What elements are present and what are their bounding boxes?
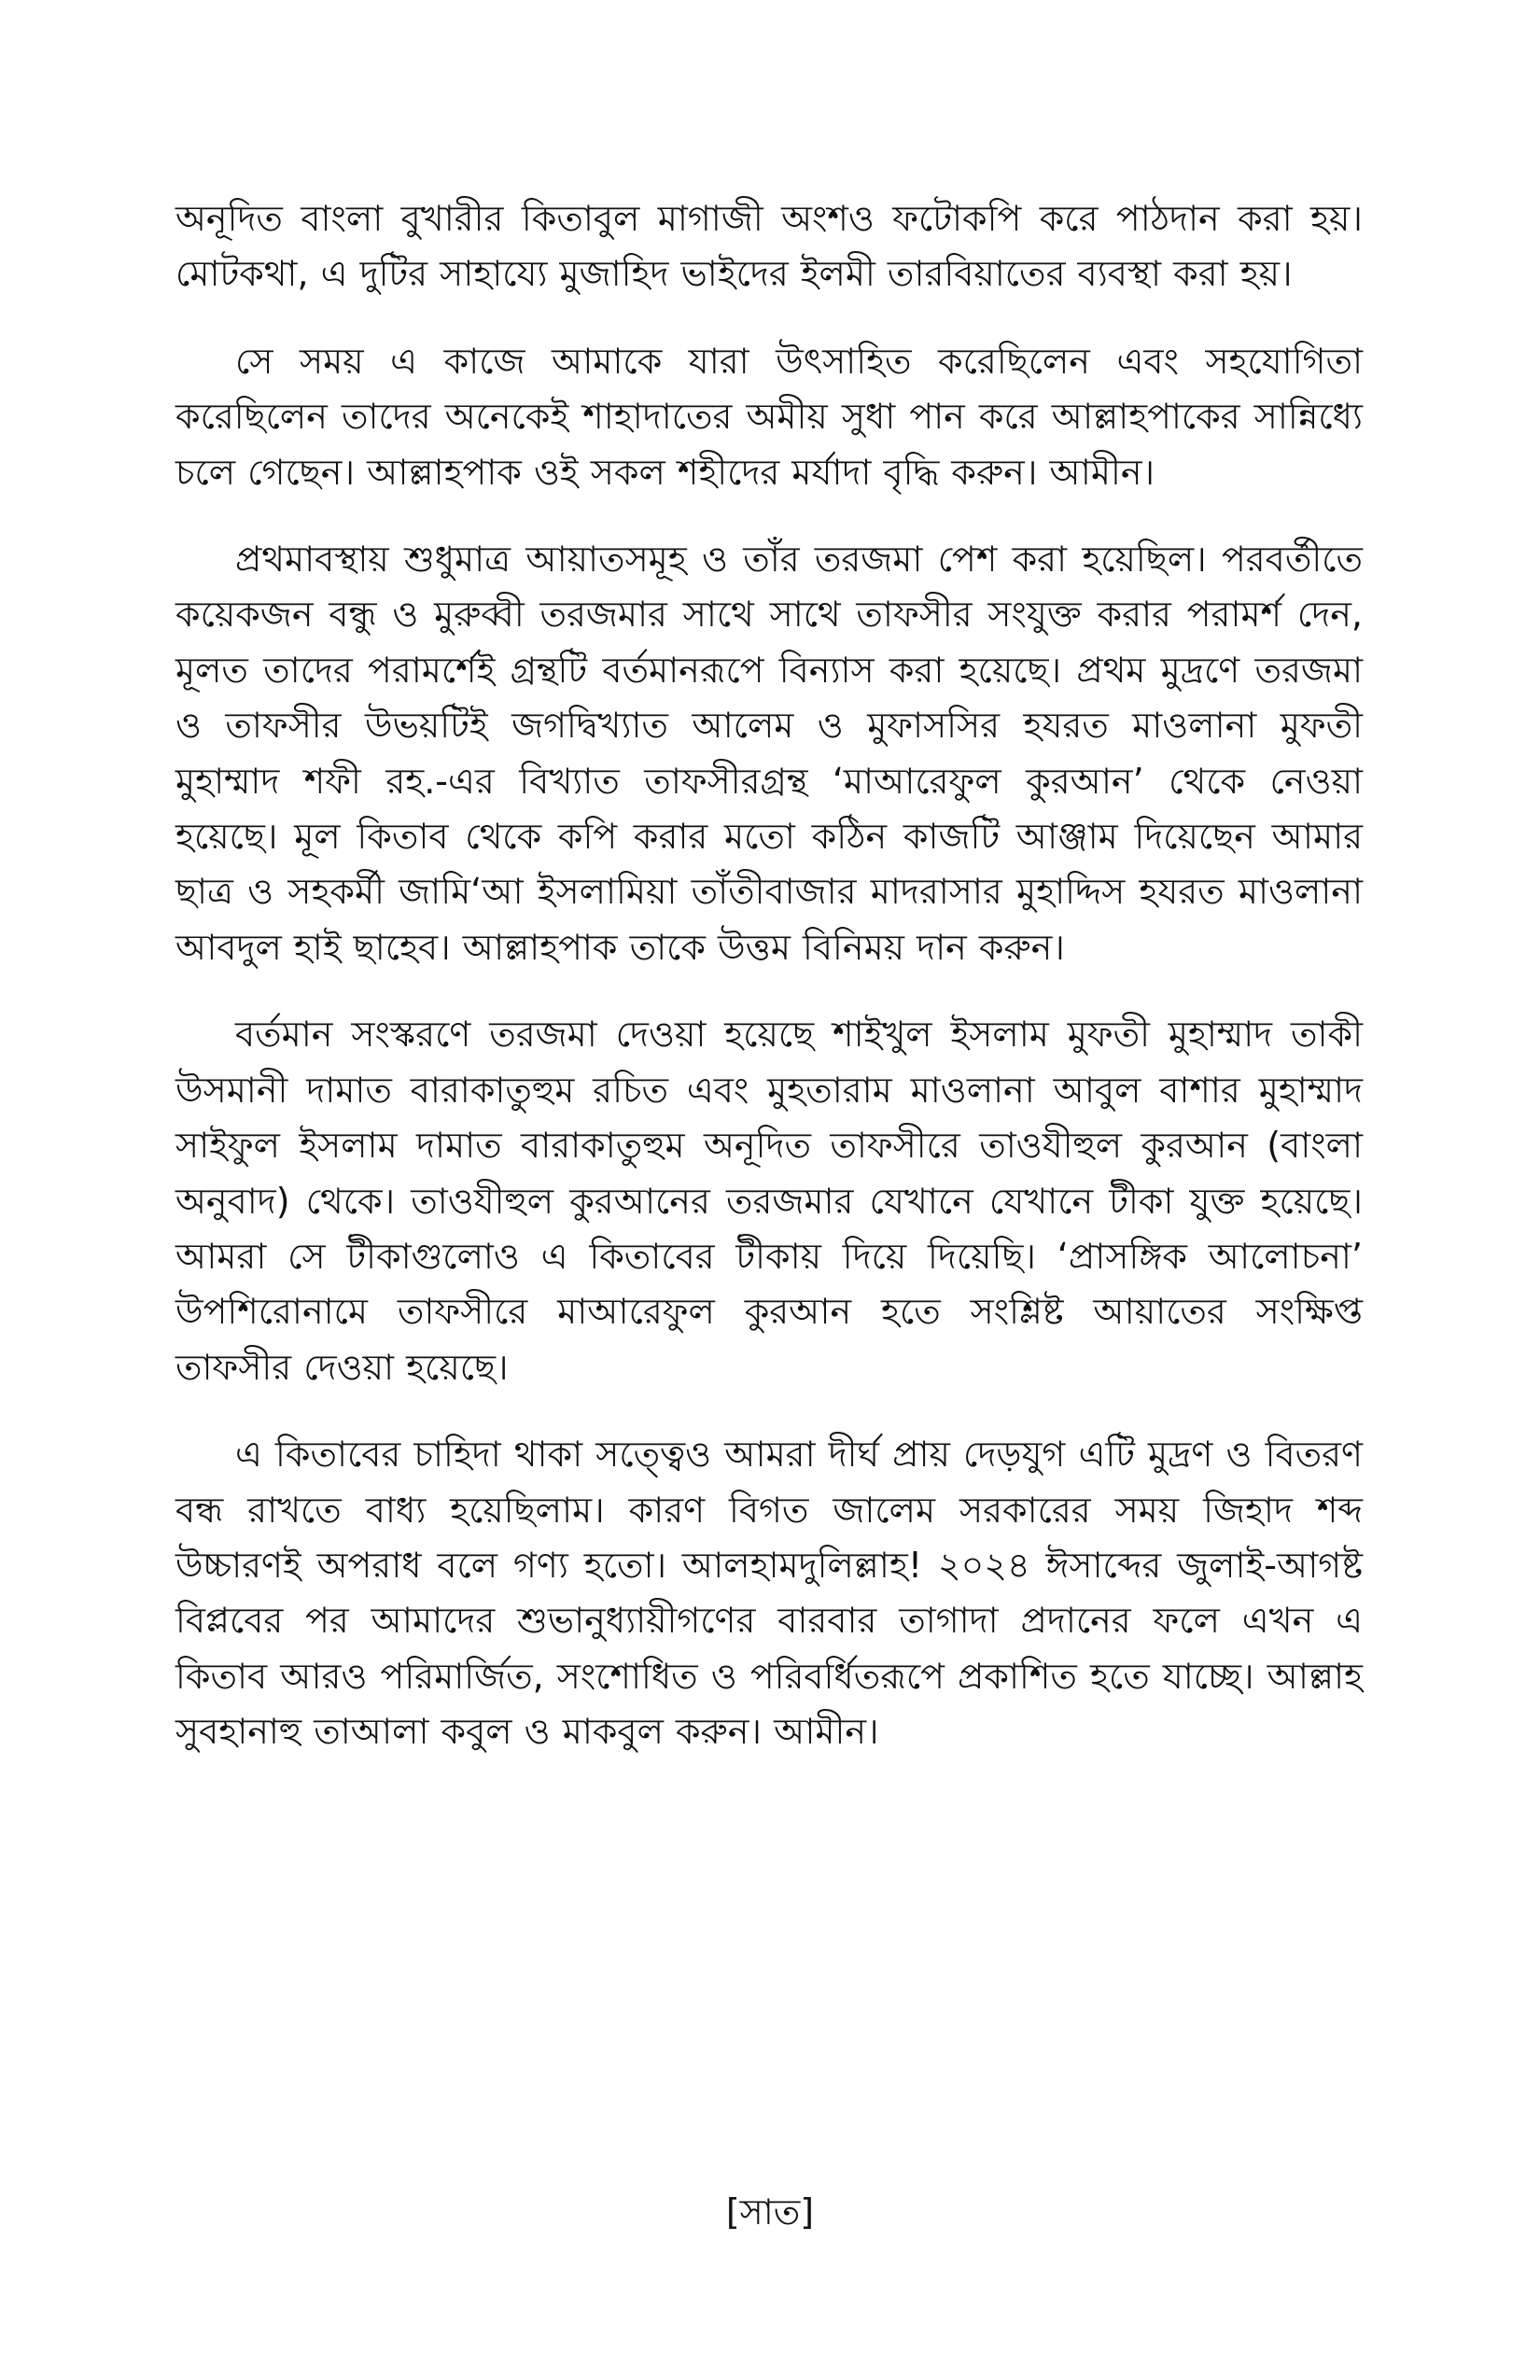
paragraph-encouragement: সে সময় এ কাজে আমাকে যারা উৎসাহিত করেছিলেন এবং সহযোগিতা করেছিলেন তাদের অনেকেই শাহাদাতের অমীয় সুধা পান করে আল্লাহপাকের সান্নিধ্যে চলে গেছেন। আল্লাহপাক ওই সকল শহীদের মর্যাদা বৃদ্ধি করুন। আমীন। <box>175 340 1363 493</box>
page-number: [সাত] <box>725 2191 815 2233</box>
paragraph-republication: এ কিতাবের চাহিদা থাকা সত্ত্বেও আমরা দীর্ঘ প্রায় দেড়যুগ এটি মুদ্রণ ও বিতরণ বন্ধ রাখতে বাধ্য হয়েছিলাম। কারণ বিগত জালেম সরকারের সময় জিহাদ শব্দ উচ্চারণই অপরাধ বলে গণ্য হতো। আলহামদুলিল্লাহ! ২০২৪ ঈসাব্দের জুলাই-আগষ্ট বিপ্লবের পর আমাদের শুভানুধ্যায়ীগণের বারবার তাগাদা প্রদানের ফলে এখন এ কিতাব আরও পরিমার্জিত, সংশোধিত ও পরিবর্ধিতরূপে প্রকাশিত হতে যাচ্ছে। আল্লাহ সুবহানাহু তাআলা কবুল ও মাকবুল করুন। আমীন। <box>175 1434 1363 1753</box>
body-text <box>175 191 1363 1792</box>
paragraph-continued-intro: অনূদিত বাংলা বুখারীর কিতাবুল মাগাজী অংশও ফটোকপি করে পাঠদান করা হয়। মোটকথা, এ দুটির সাহায্যে মুজাহিদ ভাইদের ইলমী তারবিয়াতের ব্যবস্থা করা হয়। <box>175 198 1363 295</box>
paragraph-current-edition: বর্তমান সংস্করণে তরজমা দেওয়া হয়েছে শাইখুল ইসলাম মুফতী মুহাম্মাদ তাকী উসমানী দামাত বারাকাতুহুম রচিত এবং মুহতারাম মাওলানা আবুল বাশার মুহাম্মাদ সাইফুল ইসলাম দামাত বারাকাতুহুম অনূদিত তাফসীরে তাওযীহুল কুরআন (বাংলা অনুবাদ) থেকে। তাওযীহুল কুরআনের তরজমার যেখানে যেখানে টীকা যুক্ত হয়েছে। আমরা সে টীকাগুলোও এ কিতাবের টীকায় দিয়ে দিয়েছি। ‘প্রাসঙ্গিক আলোচনা’ উপশিরোনামে তাফসীরে মাআরেফুল কুরআন হতে সংশ্লিষ্ট আয়াতের সংক্ষিপ্ত তাফসীর দেওয়া হয়েছে। <box>175 1014 1363 1388</box>
paragraph-first-edition: প্রথমাবস্থায় শুধুমাত্র আয়াতসমূহ ও তাঁর তরজমা পেশ করা হয়েছিল। পরবর্তীতে কয়েকজন বন্ধু ও মুরুব্বী তরজমার সাথে সাথে তাফসীর সংযুক্ত করার পরামর্শ দেন, মূলত তাদের পরামর্শেই গ্রন্থটি বর্তমানরূপে বিন্যাস করা হয়েছে। প্রথম মুদ্রণে তরজমা ও তাফসীর উভয়টিই জগদ্বিখ্যাত আলেম ও মুফাসসির হযরত মাওলানা মুফতী মুহাম্মাদ শফী রহ.-এর বিখ্যাত তাফসীরগ্রন্থ ‘মাআরেফুল কুরআন’ থেকে নেওয়া হয়েছে। মূল কিতাব থেকে কপি করার মতো কঠিন কাজটি আঞ্জাম দিয়েছেন আমার ছাত্র ও সহকর্মী জামি‘আ ইসলামিয়া তাঁতীবাজার মাদরাসার মুহাদ্দিস হযরত মাওলানা আবদুল হাই ছাহেব। আল্লাহপাক তাকে উত্তম বিনিময় দান করুন। <box>175 539 1363 968</box>
